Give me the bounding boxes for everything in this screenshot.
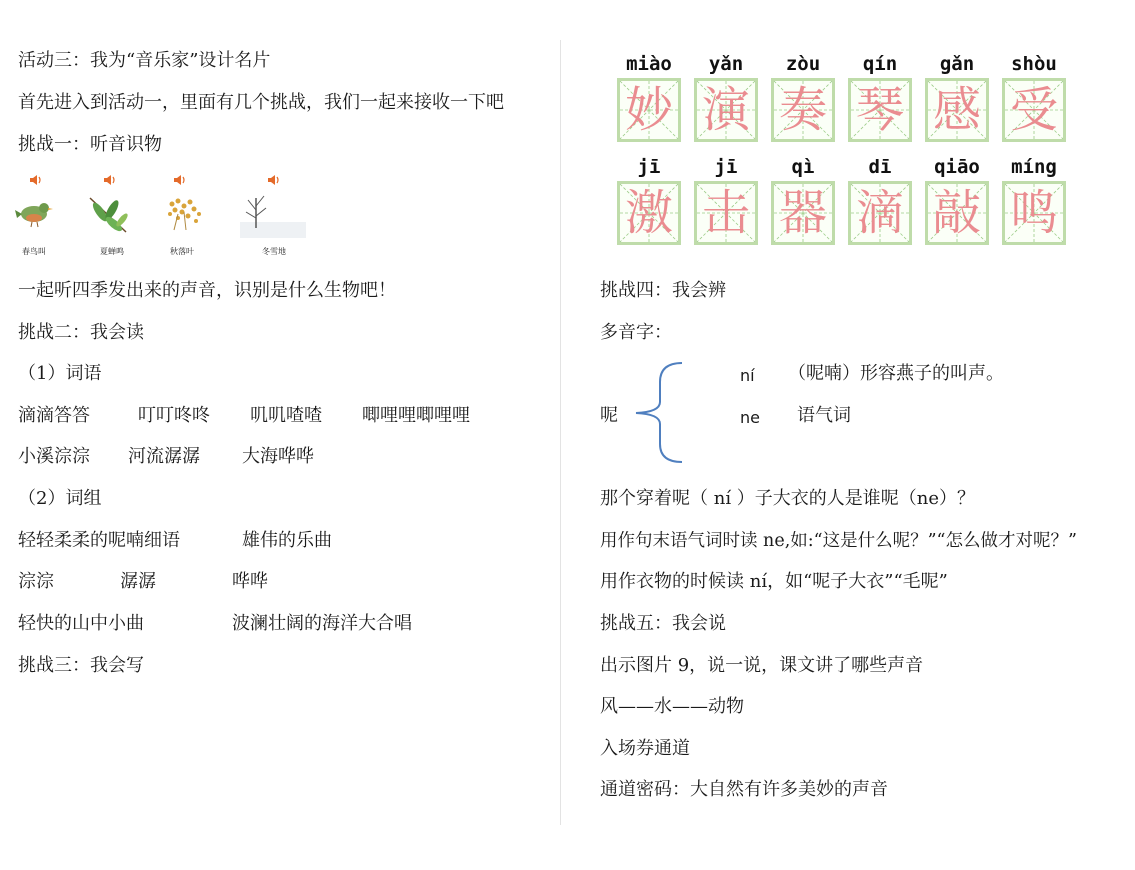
pinyin-label: jī — [714, 156, 738, 178]
speaker-icon[interactable] — [28, 172, 44, 188]
reading1-text: （呢喃）形容燕子的叫声。 — [788, 363, 1004, 384]
tianzige-box — [771, 78, 835, 142]
chinese-character: 鸣 — [1009, 185, 1058, 241]
brace-icon — [632, 360, 688, 466]
pinyin-label: jī — [637, 156, 661, 178]
tianzige-box — [848, 181, 912, 245]
pinyin-label: zòu — [785, 53, 821, 75]
pinyin-label: shòu — [1011, 53, 1057, 75]
thumbnail-label: 春鸟叫 — [22, 247, 46, 256]
pinyin-label: qì — [791, 156, 815, 178]
phrase: 淙淙 — [18, 571, 54, 592]
chinese-character: 演 — [701, 82, 750, 138]
activity3-heading: 活动三：我为“音乐家”设计名片 — [18, 50, 271, 71]
chinese-character: 敲 — [932, 185, 981, 241]
thumbnail-label: 秋落叶 — [170, 247, 194, 256]
word: 叮叮咚咚 — [138, 405, 210, 426]
word: 唧哩哩唧哩哩 — [362, 405, 470, 426]
autumn-grass-image — [164, 194, 208, 232]
chinese-character: 滴 — [855, 185, 904, 241]
usage-note: 用作衣物的时候读 ní，如“呢子大衣”“毛呢” — [600, 571, 948, 592]
speaker-icon[interactable] — [172, 172, 188, 188]
tianzige-box — [1002, 78, 1066, 142]
listen-text: 一起听四季发出来的声音，识别是什么生物吧！ — [18, 280, 396, 301]
reading1-pinyin: ní — [740, 366, 755, 385]
tianzige-box — [1002, 181, 1066, 245]
pinyin-label: míng — [1011, 156, 1057, 178]
picture-prompt: 出示图片 9，说一说，课文讲了哪些声音 — [600, 655, 924, 676]
phrase: 轻快的山中小曲 — [18, 613, 144, 634]
word: 叽叽喳喳 — [250, 405, 322, 426]
leaves-image — [86, 194, 132, 236]
chinese-character: 妙 — [624, 82, 673, 138]
tianzige-box — [925, 78, 989, 142]
usage-note: 用作句末语气词时读 ne,如:“这是什么呢？”“怎么做才对呢？” — [600, 531, 1077, 551]
pinyin-label: qín — [862, 53, 898, 75]
chinese-character: 受 — [1009, 82, 1058, 138]
thumbnail-label: 夏蝉鸣 — [100, 247, 124, 256]
chinese-character: 奏 — [778, 82, 827, 138]
pinyin-label: qiāo — [934, 156, 980, 178]
pinyin-label: miào — [626, 53, 672, 75]
pinyin-label: gǎn — [939, 53, 975, 75]
phrase: 波澜壮阔的海洋大合唱 — [232, 613, 412, 634]
chinese-character: 击 — [701, 185, 750, 241]
challenge2-heading: 挑战二：我会读 — [18, 322, 144, 343]
pinyin-label: dī — [868, 156, 892, 178]
phrase: 雄伟的乐曲 — [242, 530, 332, 551]
bird-image — [14, 196, 54, 230]
chinese-character: 激 — [624, 185, 673, 241]
page-divider — [560, 40, 561, 825]
challenge4-heading: 挑战四：我会辨 — [600, 280, 726, 301]
challenge1-heading: 挑战一：听音识物 — [18, 134, 162, 155]
polyphone-label: 多音字： — [600, 322, 672, 343]
pinyin-label: yǎn — [708, 53, 744, 75]
speaker-icon[interactable] — [102, 172, 118, 188]
channel-password: 通道密码：大自然有许多美妙的声音 — [600, 779, 888, 800]
sub-heading-words: （1）词语 — [18, 363, 102, 384]
tianzige-box — [617, 181, 681, 245]
phrase: 潺潺 — [120, 571, 156, 592]
sound-chain: 风——水——动物 — [600, 696, 744, 717]
challenge3-heading: 挑战三：我会写 — [18, 655, 144, 676]
tianzige-box — [694, 181, 758, 245]
polyphone-char: 呢 — [600, 405, 618, 426]
word: 滴滴答答 — [18, 405, 90, 426]
chinese-character: 感 — [932, 82, 981, 138]
chinese-character: 琴 — [855, 82, 904, 138]
tianzige-box — [694, 78, 758, 142]
ticket-channel: 入场券通道 — [600, 738, 690, 759]
tianzige-box — [617, 78, 681, 142]
challenge5-heading: 挑战五：我会说 — [600, 613, 726, 634]
phrase: 轻轻柔柔的呢喃细语 — [18, 530, 180, 551]
phrase: 哗哗 — [232, 571, 268, 592]
word: 河流潺潺 — [128, 446, 200, 467]
tianzige-box — [925, 181, 989, 245]
winter-tree-image — [240, 192, 306, 238]
tianzige-box — [848, 78, 912, 142]
thumbnail-label: 冬雪地 — [262, 247, 286, 256]
tianzige-box — [771, 181, 835, 245]
chinese-character: 器 — [778, 185, 827, 241]
example-sentence: 那个穿着呢（ ní ）子大衣的人是谁呢（ne）？ — [600, 488, 976, 509]
speaker-icon[interactable] — [266, 172, 282, 188]
intro-text: 首先进入到活动一，里面有几个挑战，我们一起来接收一下吧 — [18, 92, 504, 113]
reading2-text: 语气词 — [797, 405, 851, 426]
word: 大海哗哗 — [242, 446, 314, 467]
reading2-pinyin: ne — [740, 408, 760, 427]
word: 小溪淙淙 — [18, 446, 90, 467]
sub-heading-phrases: （2）词组 — [18, 488, 102, 509]
